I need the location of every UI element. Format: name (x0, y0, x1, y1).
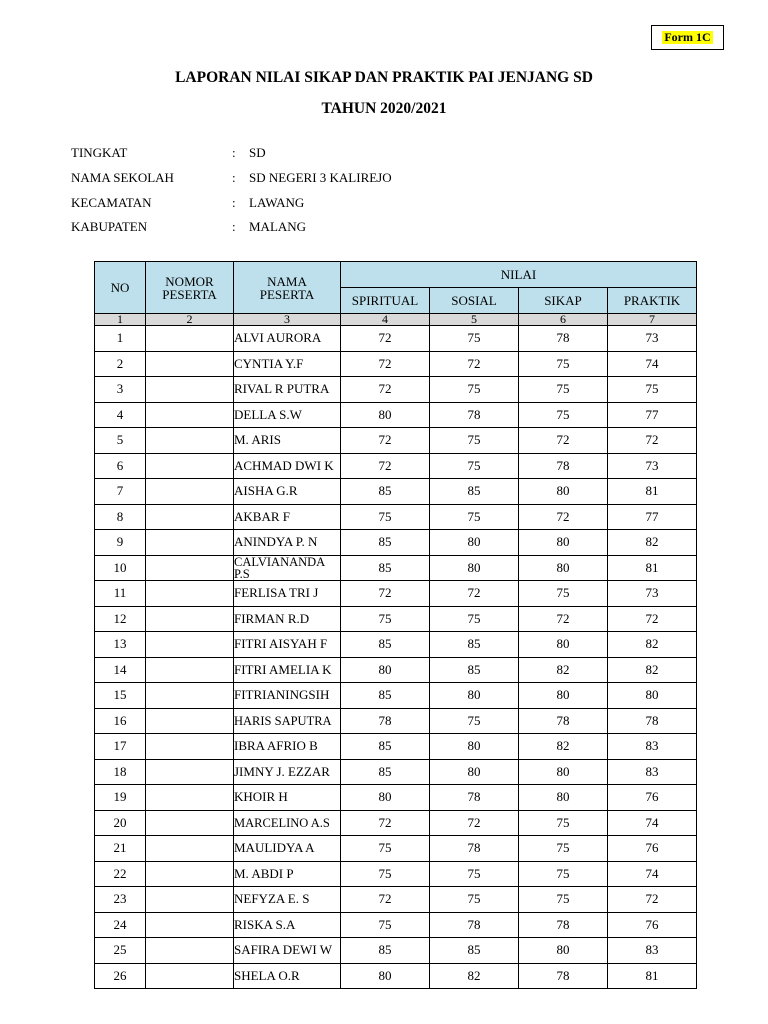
table-row (95, 581, 697, 607)
cell-no: 16 (95, 708, 146, 734)
header-nama-line2: PESERTA (259, 286, 315, 302)
cell-nama: AKBAR F (234, 504, 341, 530)
cell-nomor (146, 861, 234, 887)
cell-nomor (146, 377, 234, 403)
info-value: SD NEGERI 3 KALIREJO (249, 170, 392, 185)
cell-sikap: 72 (519, 606, 608, 632)
cell-sosial: 75 (430, 606, 519, 632)
cell-spiritual: 72 (341, 428, 430, 454)
cell-sikap: 80 (519, 938, 608, 964)
column-index: 2 (146, 314, 234, 326)
cell-nomor (146, 963, 234, 989)
cell-praktik: 72 (608, 606, 697, 632)
cell-sosial: 85 (430, 938, 519, 964)
table-row (95, 428, 697, 454)
cell-sosial: 80 (430, 530, 519, 556)
cell-nomor (146, 530, 234, 556)
cell-nama: ACHMAD DWI K (234, 453, 341, 479)
cell-praktik: 82 (608, 657, 697, 683)
cell-sikap: 80 (519, 479, 608, 505)
cell-spiritual: 72 (341, 351, 430, 377)
cell-praktik: 77 (608, 402, 697, 428)
cell-sosial: 80 (430, 555, 519, 581)
cell-nomor (146, 759, 234, 785)
cell-praktik: 73 (608, 453, 697, 479)
table-row (95, 836, 697, 862)
cell-praktik: 74 (608, 861, 697, 887)
cell-praktik: 72 (608, 428, 697, 454)
info-row-nama-sekolah (71, 170, 671, 188)
cell-sosial: 78 (430, 836, 519, 862)
cell-spiritual: 78 (341, 708, 430, 734)
column-index: 7 (608, 314, 697, 326)
header-sosial: SOSIAL (430, 288, 519, 314)
cell-no: 17 (95, 734, 146, 760)
cell-nama: DELLA S.W (234, 402, 341, 428)
cell-nama: FIRMAN R.D (234, 606, 341, 632)
table-row (95, 810, 697, 836)
cell-nomor (146, 912, 234, 938)
cell-sosial: 75 (430, 861, 519, 887)
cell-sikap: 78 (519, 326, 608, 352)
cell-praktik: 78 (608, 708, 697, 734)
cell-nomor (146, 402, 234, 428)
cell-praktik: 81 (608, 963, 697, 989)
table-row (95, 785, 697, 811)
cell-spiritual: 85 (341, 938, 430, 964)
cell-praktik: 81 (608, 479, 697, 505)
table-row (95, 504, 697, 530)
cell-praktik: 72 (608, 887, 697, 913)
cell-sosial: 75 (430, 453, 519, 479)
column-index-row (95, 314, 697, 326)
cell-praktik: 75 (608, 377, 697, 403)
cell-no: 5 (95, 428, 146, 454)
cell-sikap: 78 (519, 708, 608, 734)
column-index: 3 (234, 314, 341, 326)
cell-sosial: 85 (430, 479, 519, 505)
cell-praktik: 82 (608, 530, 697, 556)
cell-no: 26 (95, 963, 146, 989)
cell-sosial: 75 (430, 377, 519, 403)
cell-no: 11 (95, 581, 146, 607)
cell-spiritual: 72 (341, 810, 430, 836)
cell-sikap: 78 (519, 963, 608, 989)
cell-praktik: 77 (608, 504, 697, 530)
cell-nama: RISKA S.A (234, 912, 341, 938)
form-code-box (651, 25, 724, 50)
cell-nama: ANINDYA P. N (234, 530, 341, 556)
table-row (95, 402, 697, 428)
cell-sikap: 72 (519, 428, 608, 454)
cell-nomor (146, 836, 234, 862)
cell-no: 21 (95, 836, 146, 862)
cell-nama: FITRIANINGSIH (234, 683, 341, 709)
info-value: SD (249, 145, 266, 160)
grades-table (94, 261, 697, 989)
cell-praktik: 73 (608, 326, 697, 352)
cell-sosial: 78 (430, 912, 519, 938)
cell-spiritual: 72 (341, 453, 430, 479)
cell-nomor (146, 938, 234, 964)
table-row (95, 657, 697, 683)
cell-sosial: 80 (430, 683, 519, 709)
cell-sosial: 82 (430, 963, 519, 989)
column-index: 5 (430, 314, 519, 326)
cell-sikap: 75 (519, 402, 608, 428)
cell-nomor (146, 479, 234, 505)
header-nomor-peserta (146, 262, 234, 314)
cell-sikap: 78 (519, 453, 608, 479)
table-row (95, 351, 697, 377)
cell-sikap: 75 (519, 810, 608, 836)
cell-sikap: 72 (519, 504, 608, 530)
cell-nama: SHELA O.R (234, 963, 341, 989)
cell-nomor (146, 555, 234, 581)
cell-no: 14 (95, 657, 146, 683)
column-index: 6 (519, 314, 608, 326)
cell-sosial: 72 (430, 581, 519, 607)
cell-no: 3 (95, 377, 146, 403)
header-nama-peserta (234, 262, 341, 314)
cell-no: 25 (95, 938, 146, 964)
cell-spiritual: 85 (341, 683, 430, 709)
cell-nama: FITRI AMELIA K (234, 657, 341, 683)
cell-nama: CYNTIA Y.F (234, 351, 341, 377)
report-year: TAHUN 2020/2021 (321, 100, 447, 117)
cell-nomor (146, 351, 234, 377)
header-nomor-line2: PESERTA (162, 286, 217, 302)
cell-praktik: 73 (608, 581, 697, 607)
cell-sosial: 75 (430, 326, 519, 352)
table-row (95, 377, 697, 403)
cell-sikap: 75 (519, 861, 608, 887)
cell-sosial: 78 (430, 785, 519, 811)
table-row (95, 683, 697, 709)
cell-no: 18 (95, 759, 146, 785)
cell-nomor (146, 785, 234, 811)
cell-nomor (146, 581, 234, 607)
cell-nomor (146, 606, 234, 632)
header-nama-line1: NAMA (267, 273, 307, 289)
cell-spiritual: 75 (341, 912, 430, 938)
cell-sosial: 72 (430, 351, 519, 377)
cell-sikap: 80 (519, 530, 608, 556)
cell-spiritual: 85 (341, 555, 430, 581)
cell-no: 7 (95, 479, 146, 505)
cell-nama: M. ABDI P (234, 861, 341, 887)
cell-sikap: 82 (519, 657, 608, 683)
form-code-label: Form 1C (664, 30, 711, 44)
cell-spiritual: 75 (341, 836, 430, 862)
cell-sikap: 78 (519, 912, 608, 938)
info-row-kecamatan (71, 195, 671, 213)
cell-praktik: 83 (608, 759, 697, 785)
info-label: KABUPATEN (71, 219, 148, 234)
table-row (95, 530, 697, 556)
cell-spiritual: 72 (341, 326, 430, 352)
info-row-kabupaten (71, 219, 671, 237)
cell-spiritual: 72 (341, 377, 430, 403)
cell-nomor (146, 657, 234, 683)
info-row-tingkat (71, 145, 671, 163)
table-row (95, 887, 697, 913)
cell-no: 19 (95, 785, 146, 811)
cell-no: 4 (95, 402, 146, 428)
header-sikap: SIKAP (519, 288, 608, 314)
cell-no: 24 (95, 912, 146, 938)
cell-nama: MAULIDYA A (234, 836, 341, 862)
cell-nomor (146, 504, 234, 530)
cell-nama: ALVI AURORA (234, 326, 341, 352)
cell-nomor (146, 734, 234, 760)
cell-no: 9 (95, 530, 146, 556)
cell-sosial: 75 (430, 504, 519, 530)
header-praktik: PRAKTIK (608, 288, 697, 314)
cell-no: 23 (95, 887, 146, 913)
cell-sikap: 75 (519, 377, 608, 403)
cell-sikap: 80 (519, 759, 608, 785)
cell-nomor (146, 632, 234, 658)
cell-spiritual: 80 (341, 657, 430, 683)
header-no: NO (95, 262, 146, 314)
header-nilai: NILAI (341, 262, 697, 288)
info-label: KECAMATAN (71, 195, 152, 210)
cell-nomor (146, 453, 234, 479)
cell-no: 22 (95, 861, 146, 887)
info-colon: : (232, 170, 236, 185)
table-row (95, 606, 697, 632)
cell-sosial: 78 (430, 402, 519, 428)
cell-praktik: 76 (608, 836, 697, 862)
cell-spiritual: 85 (341, 530, 430, 556)
info-value: LAWANG (249, 195, 305, 210)
cell-spiritual: 80 (341, 963, 430, 989)
cell-nomor (146, 683, 234, 709)
column-index: 4 (341, 314, 430, 326)
cell-no: 13 (95, 632, 146, 658)
cell-sosial: 85 (430, 632, 519, 658)
table-row (95, 453, 697, 479)
cell-spiritual: 85 (341, 759, 430, 785)
cell-nama: FERLISA TRI J (234, 581, 341, 607)
info-colon: : (232, 145, 236, 160)
cell-spiritual: 80 (341, 402, 430, 428)
cell-praktik: 76 (608, 785, 697, 811)
info-value: MALANG (249, 219, 307, 234)
cell-sosial: 75 (430, 887, 519, 913)
cell-spiritual: 72 (341, 887, 430, 913)
cell-nama: JIMNY J. EZZAR (234, 759, 341, 785)
cell-nomor (146, 887, 234, 913)
cell-spiritual: 75 (341, 861, 430, 887)
cell-sikap: 82 (519, 734, 608, 760)
cell-spiritual: 75 (341, 606, 430, 632)
cell-nama: IBRA AFRIO B (234, 734, 341, 760)
cell-nama: SAFIRA DEWI W (234, 938, 341, 964)
cell-spiritual: 75 (341, 504, 430, 530)
cell-sosial: 80 (430, 734, 519, 760)
cell-no: 20 (95, 810, 146, 836)
info-colon: : (232, 195, 236, 210)
cell-nama: MARCELINO A.S (234, 810, 341, 836)
cell-spiritual: 85 (341, 734, 430, 760)
cell-sikap: 80 (519, 555, 608, 581)
cell-nomor (146, 428, 234, 454)
cell-spiritual: 85 (341, 479, 430, 505)
cell-nama: FITRI AISYAH F (234, 632, 341, 658)
table-row (95, 479, 697, 505)
table-row (95, 326, 697, 352)
cell-no: 10 (95, 555, 146, 581)
cell-spiritual: 80 (341, 785, 430, 811)
info-label: TINGKAT (71, 145, 128, 160)
cell-sosial: 80 (430, 759, 519, 785)
header-spiritual: SPIRITUAL (341, 288, 430, 314)
cell-nama: CALVIANANDA P.S (234, 555, 341, 581)
cell-no: 1 (95, 326, 146, 352)
cell-sikap: 80 (519, 683, 608, 709)
cell-spiritual: 85 (341, 632, 430, 658)
cell-nomor (146, 326, 234, 352)
column-index: 1 (95, 314, 146, 326)
table-row (95, 963, 697, 989)
cell-praktik: 81 (608, 555, 697, 581)
cell-sikap: 75 (519, 887, 608, 913)
table-row (95, 555, 697, 581)
info-colon: : (232, 219, 236, 234)
cell-spiritual: 72 (341, 581, 430, 607)
report-title: LAPORAN NILAI SIKAP DAN PRAKTIK PAI JENJANG SD (175, 69, 593, 86)
cell-nama: NEFYZA E. S (234, 887, 341, 913)
cell-sikap: 75 (519, 836, 608, 862)
cell-nomor (146, 708, 234, 734)
cell-sikap: 75 (519, 351, 608, 377)
cell-nama: M. ARIS (234, 428, 341, 454)
info-label: NAMA SEKOLAH (71, 170, 174, 185)
cell-sosial: 72 (430, 810, 519, 836)
table-row (95, 632, 697, 658)
cell-praktik: 74 (608, 810, 697, 836)
table-row (95, 938, 697, 964)
table-row (95, 708, 697, 734)
cell-praktik: 76 (608, 912, 697, 938)
table-row (95, 759, 697, 785)
cell-praktik: 80 (608, 683, 697, 709)
cell-praktik: 82 (608, 632, 697, 658)
cell-no: 2 (95, 351, 146, 377)
table-row (95, 861, 697, 887)
cell-nama: HARIS SAPUTRA (234, 708, 341, 734)
cell-praktik: 83 (608, 734, 697, 760)
cell-nama: AISHA G.R (234, 479, 341, 505)
cell-sikap: 80 (519, 632, 608, 658)
table-row (95, 734, 697, 760)
cell-praktik: 83 (608, 938, 697, 964)
cell-sosial: 75 (430, 708, 519, 734)
cell-sosial: 85 (430, 657, 519, 683)
cell-no: 12 (95, 606, 146, 632)
cell-sikap: 80 (519, 785, 608, 811)
cell-sosial: 75 (430, 428, 519, 454)
cell-no: 6 (95, 453, 146, 479)
cell-nama: KHOIR H (234, 785, 341, 811)
cell-no: 15 (95, 683, 146, 709)
cell-sikap: 75 (519, 581, 608, 607)
table-row (95, 912, 697, 938)
cell-praktik: 74 (608, 351, 697, 377)
header-nomor-line1: NOMOR (165, 273, 214, 289)
cell-nomor (146, 810, 234, 836)
cell-no: 8 (95, 504, 146, 530)
cell-nama: RIVAL R PUTRA (234, 377, 341, 403)
